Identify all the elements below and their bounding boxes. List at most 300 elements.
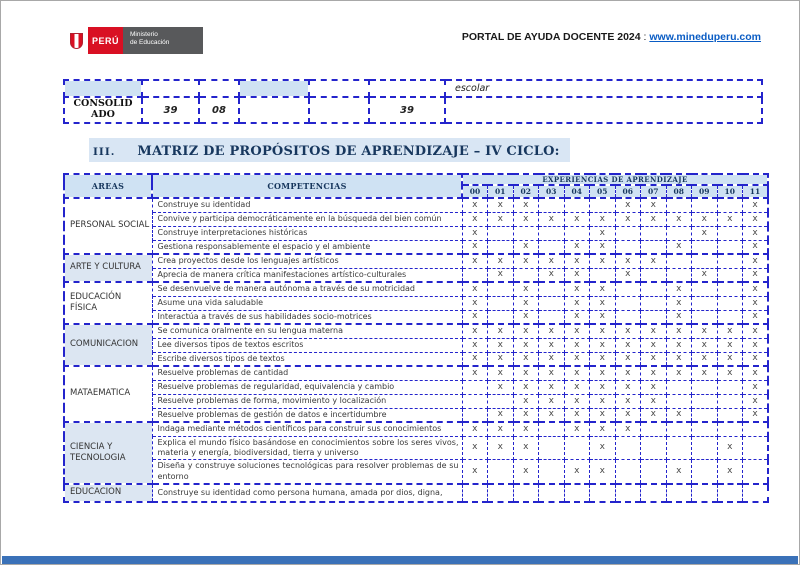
mark-cell: x [462,296,488,310]
consolidado-label: CONSOLIDADO [64,97,142,123]
mark-cell: x [462,352,488,366]
mark-cell: x [539,212,565,226]
mark-cell: x [513,212,539,226]
mark-cell [717,310,743,324]
mark-cell [539,422,565,436]
mark-cell: x [590,254,616,268]
matrix-row [64,254,768,268]
matrix-body [64,198,768,502]
mark-cell: x [462,460,488,484]
competencia-cell: Aprecia de manera crítica manifestaciones artístico-culturales [152,268,462,282]
mark-cell: x [717,366,743,380]
mark-cell [717,380,743,394]
mark-cell: x [539,254,565,268]
mark-cell: x [615,198,641,212]
mark-cell: x [539,394,565,408]
mark-cell [462,268,488,282]
matrix-row [64,366,768,380]
consolidado-header-cell [369,80,445,97]
mark-cell: x [513,282,539,296]
mark-cell: x [615,380,641,394]
mark-cell: x [666,296,692,310]
mark-cell [539,240,565,254]
peru-logo-label: PERÚ [88,27,123,54]
matrix-header-row-1 [64,174,768,185]
mark-cell: x [513,408,539,422]
mark-cell [539,484,565,501]
mark-cell: x [590,296,616,310]
mark-cell: x [488,254,514,268]
mark-cell: x [564,282,590,296]
mark-cell: x [743,366,769,380]
mark-cell: x [513,394,539,408]
competencia-cell: Diseña y construye soluciones tecnológicas para resolver problemas de su entorno [152,460,462,484]
mark-cell [462,394,488,408]
consolidado-header-cell [142,80,199,97]
mark-cell [692,282,718,296]
minedu-logo [65,27,203,54]
mark-cell: x [488,422,514,436]
mark-cell: x [615,268,641,282]
matrix-row [64,380,768,394]
mark-cell [488,226,514,240]
mark-cell: x [462,254,488,268]
mark-cell: x [462,212,488,226]
competencia-cell: Interactúa a través de sus habilidades socio-motrices [152,310,462,324]
mark-cell [692,460,718,484]
mark-cell [564,436,590,460]
mark-cell [641,268,667,282]
mark-cell: x [590,324,616,338]
mark-cell [462,408,488,422]
mark-cell: x [666,338,692,352]
mark-cell: x [692,366,718,380]
competencias-header: COMPETENCIAS [152,174,462,198]
mark-cell: x [717,324,743,338]
mark-cell [717,268,743,282]
mark-cell [717,408,743,422]
mark-cell: x [488,408,514,422]
mark-cell [539,460,565,484]
mark-cell [641,310,667,324]
mark-cell: x [743,338,769,352]
mark-cell: x [462,338,488,352]
mark-cell [615,296,641,310]
mark-cell [666,226,692,240]
mark-cell [666,268,692,282]
competencia-cell: Convive y participa democráticamente en la búsqueda del bien común [152,212,462,226]
matrix-row [64,324,768,338]
mark-cell: x [488,212,514,226]
mark-cell [615,484,641,501]
experience-column-header: 06 [615,185,641,198]
mark-cell: x [615,352,641,366]
mark-cell: x [641,380,667,394]
mark-cell [539,296,565,310]
mark-cell [488,394,514,408]
competencia-cell: Lee diversos tipos de textos escritos [152,338,462,352]
area-cell: PERSONAL SOCIAL [64,198,152,254]
consolidado-header-cell [64,80,142,97]
mark-cell [717,198,743,212]
mark-cell [539,310,565,324]
mark-cell [666,422,692,436]
experiencias-header: EXPERIENCIAS DE APRENDIZAJE [462,174,768,185]
area-cell: MATAEMATICA [64,366,152,422]
mark-cell: x [743,352,769,366]
mark-cell: x [666,212,692,226]
mark-cell: x [641,212,667,226]
mark-cell [717,226,743,240]
experience-column-header: 03 [539,185,565,198]
mark-cell: x [488,268,514,282]
mark-cell [717,282,743,296]
mark-cell [488,484,514,501]
mark-cell: x [743,212,769,226]
experience-column-header: 10 [717,185,743,198]
mark-cell: x [641,254,667,268]
mark-cell: x [615,254,641,268]
mark-cell: x [513,352,539,366]
mark-cell: x [743,268,769,282]
mark-cell: x [564,422,590,436]
mark-cell: x [743,408,769,422]
area-cell: COMUNICACION [64,324,152,366]
experience-column-header: 07 [641,185,667,198]
mark-cell: x [743,394,769,408]
mark-cell: x [462,310,488,324]
mark-cell [641,226,667,240]
mark-cell [590,198,616,212]
mark-cell [590,484,616,501]
experience-column-header: 02 [513,185,539,198]
mark-cell: x [666,324,692,338]
mark-cell: x [590,366,616,380]
mark-cell [666,484,692,501]
mark-cell: x [590,422,616,436]
mark-cell [615,310,641,324]
competencia-cell: Gestiona responsablemente el espacio y el ambiente [152,240,462,254]
matrix-row [64,282,768,296]
competencia-cell: Crea proyectos desde los lenguajes artísticos [152,254,462,268]
matrix-row [64,198,768,212]
bottom-page-bar [2,556,798,564]
competencia-cell: Se desenvuelve de manera autónoma a través de su motricidad [152,282,462,296]
mark-cell: x [539,338,565,352]
mark-cell: x [717,212,743,226]
matrix-row [64,408,768,422]
mark-cell [717,422,743,436]
mark-cell: x [590,408,616,422]
mark-cell [692,436,718,460]
mark-cell: x [564,324,590,338]
mark-cell: x [590,436,616,460]
mark-cell [513,226,539,240]
mark-cell [743,460,769,484]
mark-cell [743,436,769,460]
experience-column-header: 04 [564,185,590,198]
mark-cell: x [615,338,641,352]
matrix-row [64,240,768,254]
mark-cell: x [488,436,514,460]
mark-cell [666,198,692,212]
mark-cell: x [590,394,616,408]
mark-cell [666,254,692,268]
portal-link[interactable]: www.mineduperu.com [649,31,761,43]
area-cell: CIENCIA Y TECNOLOGIA [64,422,152,484]
consolidado-values-row [64,97,762,123]
mark-cell: x [488,366,514,380]
mark-cell: x [615,212,641,226]
mark-cell [717,296,743,310]
mark-cell: x [462,282,488,296]
mark-cell: x [743,198,769,212]
mark-cell: x [590,226,616,240]
mark-cell [615,240,641,254]
matrix-row [64,484,768,501]
competencia-cell: Explica el mundo físico basándose en conocimientos sobre los seres vivos, materia y energía, biodiversidad, tierra y universo [152,436,462,460]
mark-cell: x [539,366,565,380]
mark-cell [692,394,718,408]
mark-cell: x [488,352,514,366]
ministry-line2: de Educación [130,39,170,47]
mark-cell: x [743,310,769,324]
escolar-cell: escolar [445,80,762,97]
mark-cell: x [462,198,488,212]
mark-cell: x [641,352,667,366]
mark-cell: x [539,324,565,338]
consolidado-header-cell [199,80,239,97]
mark-cell [692,198,718,212]
experience-column-header: 09 [692,185,718,198]
mark-cell: x [590,338,616,352]
matrix-row [64,352,768,366]
mark-cell [488,296,514,310]
mark-cell: x [666,282,692,296]
mark-cell: x [590,282,616,296]
mark-cell: x [666,366,692,380]
mark-cell [666,394,692,408]
mark-cell: x [590,460,616,484]
matrix-row [64,268,768,282]
mark-cell [717,254,743,268]
matrix-row [64,460,768,484]
mark-cell: x [615,366,641,380]
competencia-cell: Construye su identidad [152,198,462,212]
mark-cell: x [564,380,590,394]
mark-cell [692,310,718,324]
mark-cell [564,226,590,240]
mark-cell [615,460,641,484]
portal-header [462,31,761,43]
areas-header: AREAS [64,174,152,198]
mark-cell: x [615,394,641,408]
mark-cell [539,226,565,240]
mark-cell: x [590,212,616,226]
competencia-cell: Asume una vida saludable [152,296,462,310]
mark-cell [692,484,718,501]
mark-cell: x [513,310,539,324]
mark-cell: x [564,296,590,310]
consolidado-header-row [64,80,762,97]
ministry-logo-label [123,27,203,54]
area-cell: EDUCACIÓN FÍSICA [64,282,152,324]
mark-cell: x [615,408,641,422]
mark-cell: x [641,198,667,212]
mark-cell: x [743,296,769,310]
mark-cell: x [743,240,769,254]
mark-cell [488,460,514,484]
competencia-cell: Resuelve problemas de gestión de datos e incertidumbre [152,408,462,422]
competencia-cell: Escribe diversos tipos de textos [152,352,462,366]
section-title [89,138,570,162]
mark-cell [488,310,514,324]
mark-cell [462,380,488,394]
mark-cell: x [513,436,539,460]
mark-cell [488,240,514,254]
mark-cell: x [692,324,718,338]
mark-cell [539,282,565,296]
mark-cell [666,380,692,394]
mark-cell: x [564,460,590,484]
mark-cell [692,240,718,254]
mark-cell: x [615,324,641,338]
area-cell: ARTE Y CULTURA [64,254,152,282]
mark-cell: x [590,240,616,254]
consolidado-value: 08 [199,97,239,123]
mark-cell: x [513,366,539,380]
mark-cell: x [462,436,488,460]
competencia-cell: Resuelve problemas de regularidad, equivalencia y cambio [152,380,462,394]
mark-cell: x [666,310,692,324]
mark-cell [692,254,718,268]
peru-coat-of-arms-icon [65,27,88,54]
mark-cell: x [743,380,769,394]
mark-cell: x [641,394,667,408]
mark-cell [641,484,667,501]
mark-cell: x [743,282,769,296]
mark-cell: x [564,254,590,268]
mark-cell: x [717,352,743,366]
mark-cell: x [513,296,539,310]
mark-cell: x [564,352,590,366]
mark-cell: x [564,408,590,422]
mark-cell [641,460,667,484]
mark-cell [717,484,743,501]
mark-cell [717,240,743,254]
matrix-table [63,173,769,503]
mark-cell [641,436,667,460]
matrix-row [64,212,768,226]
mark-cell: x [590,352,616,366]
mark-cell: x [717,338,743,352]
mark-cell: x [513,460,539,484]
mark-cell: x [513,380,539,394]
mark-cell [692,296,718,310]
mark-cell: x [513,422,539,436]
mark-cell: x [539,408,565,422]
matrix-row [64,310,768,324]
mark-cell [564,198,590,212]
mark-cell: x [717,436,743,460]
consolidado-empty-cell [445,97,762,123]
mark-cell: x [462,366,488,380]
mark-cell: x [564,268,590,282]
mark-cell: x [564,366,590,380]
mark-cell [641,282,667,296]
matrix-row [64,394,768,408]
mark-cell: x [539,352,565,366]
competencia-cell: Resuelve problemas de cantidad [152,366,462,380]
mark-cell: x [564,338,590,352]
mark-cell: x [692,268,718,282]
mark-cell: x [590,310,616,324]
mark-cell: x [488,338,514,352]
portal-title: PORTAL DE AYUDA DOCENTE 2024 [461,31,641,43]
mark-cell: x [462,240,488,254]
competencia-cell: Se comunica oralmente en su lengua materna [152,324,462,338]
mark-cell [564,484,590,501]
mark-cell: x [513,240,539,254]
mark-cell: x [743,324,769,338]
mark-cell: x [488,380,514,394]
mark-cell [539,198,565,212]
mark-cell: x [641,324,667,338]
mark-cell [692,422,718,436]
mark-cell: x [666,460,692,484]
mark-cell: x [513,338,539,352]
mark-cell [743,484,769,501]
mark-cell: x [488,324,514,338]
mark-cell: x [692,338,718,352]
experience-column-header: 00 [462,185,488,198]
ministry-line1: Ministerio [130,31,158,38]
mark-cell: x [564,394,590,408]
mark-cell [488,282,514,296]
mark-cell [641,240,667,254]
area-cell: EDUCACION [64,484,152,501]
consolidado-value: 39 [369,97,445,123]
mark-cell: x [539,268,565,282]
mark-cell [641,296,667,310]
consolidado-empty-cell [239,97,309,123]
mark-cell: x [462,226,488,240]
matrix-row [64,296,768,310]
consolidado-table [63,79,763,124]
mark-cell: x [564,212,590,226]
mark-cell: x [590,380,616,394]
mark-cell: x [462,422,488,436]
mark-cell [513,268,539,282]
mark-cell [692,408,718,422]
competencia-cell: Construye su identidad como persona humana, amada por dios, digna, [152,484,462,501]
matrix-row [64,436,768,460]
experience-column-header: 01 [488,185,514,198]
mark-cell: x [666,240,692,254]
mark-cell: x [692,226,718,240]
mark-cell [743,422,769,436]
mark-cell: x [513,198,539,212]
section-numeral: III. [93,146,116,158]
mark-cell [666,436,692,460]
mark-cell: x [462,324,488,338]
mark-cell [615,282,641,296]
mark-cell [539,436,565,460]
section-title-text: MATRIZ DE PROPÓSITOS DE APRENDIZAJE – IV CICLO: [137,144,560,159]
consolidado-value: 39 [142,97,199,123]
mark-cell: x [743,254,769,268]
mark-cell: x [692,352,718,366]
